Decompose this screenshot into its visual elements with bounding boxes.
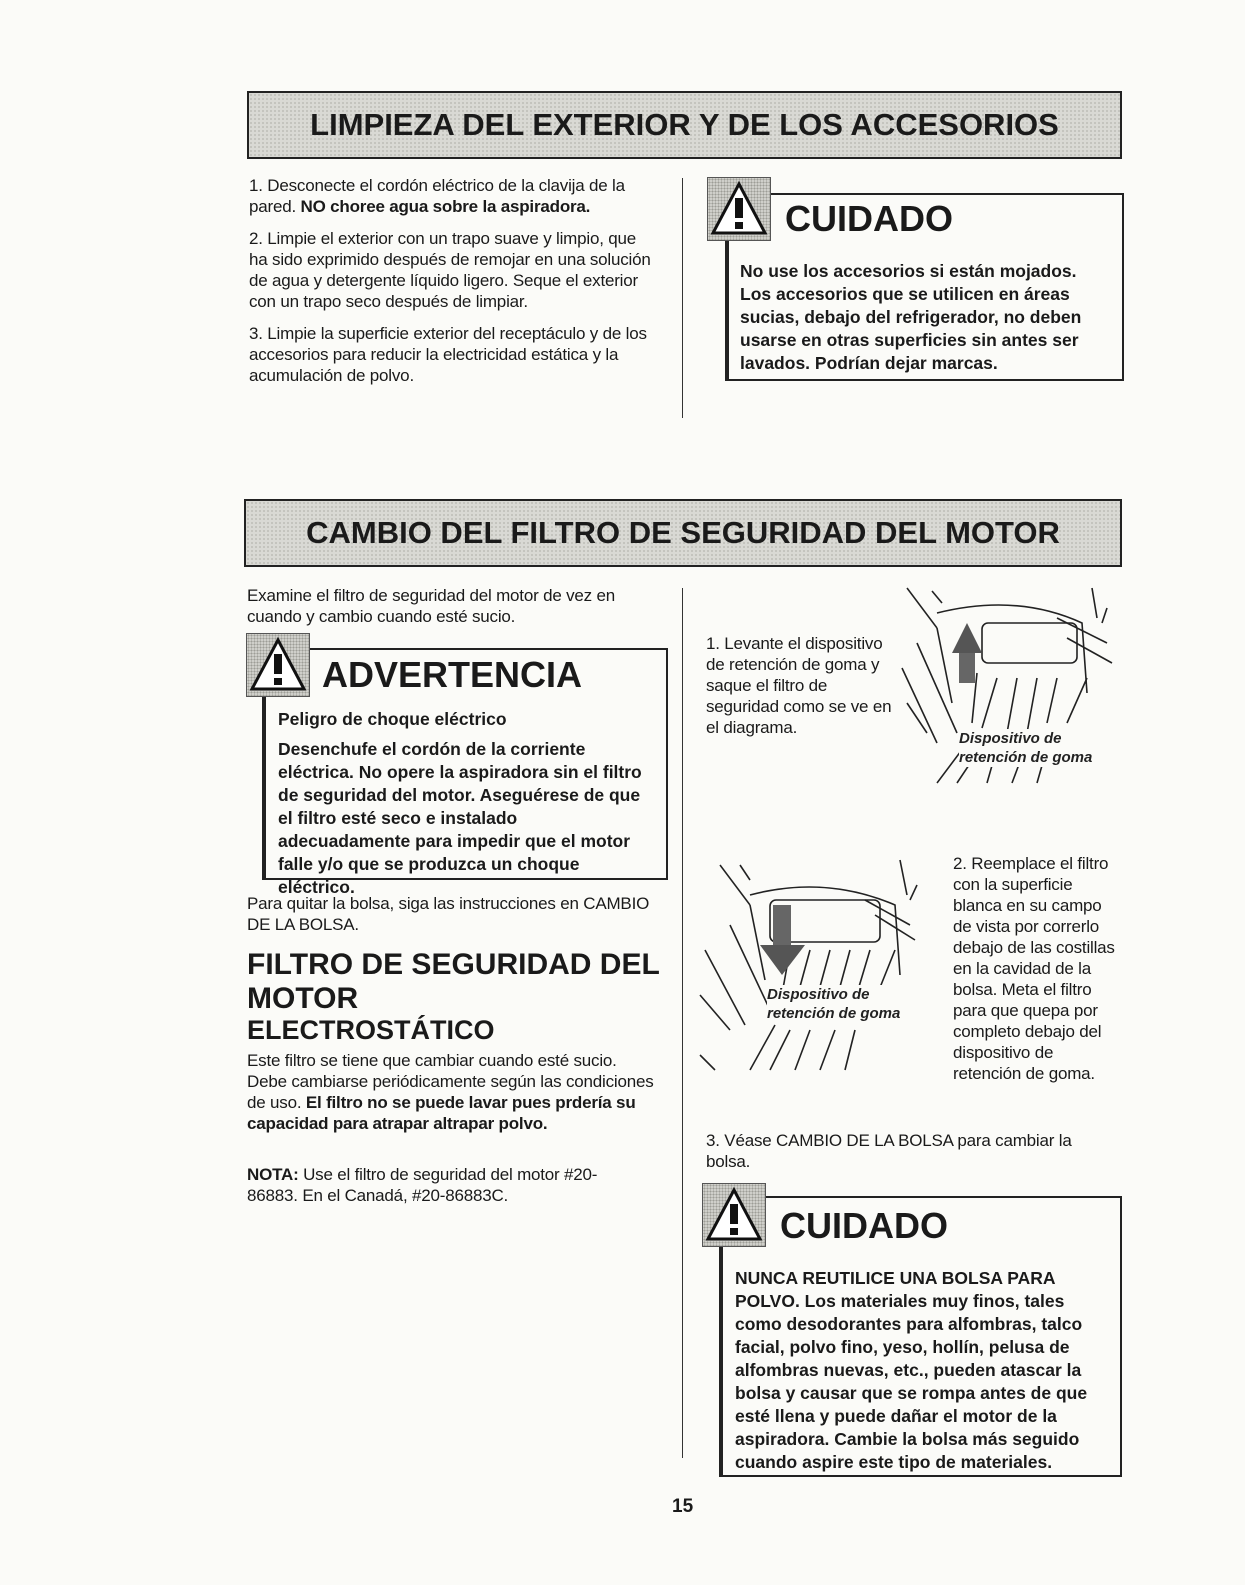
- warning-triangle-icon: [707, 177, 771, 241]
- filter-intro: Examine el filtro de seguridad del motor de vez en cuando y cambio cuando esté sucio.: [247, 586, 615, 626]
- filter-description: Este filtro se tiene que cambiar cuando esté sucio. Debe cambiarse periódicamente según las condiciones de uso. El filtro no se puede lavar pues prdería su capacidad para atrapar altrapar polvo.: [247, 1051, 654, 1133]
- column-divider: [682, 588, 683, 1458]
- caution-text: NUNCA REUTILICE UNA BOLSA PARA POLVO. Los materiales muy finos, tales como desodorantes para alfombras, talco facial, polvo fino, yeso, hollín, pelusa de alfombras nuevas, etc., pueden atascar la bolsa y causar que se rompa antes de que esté llena y puede dañar el motor de la aspiradora. Cambie la bolsa más seguido cuando aspire este tipo de materiales.: [735, 1268, 1088, 1472]
- section-title: LIMPIEZA DEL EXTERIOR Y DE LOS ACCESORIOS: [310, 107, 1059, 142]
- caution-text: No use los accesorios si están mojados. Los accesorios que se utilicen en áreas sucias, debajo del refrigerador, no deben usarse en otras superficies sin antes ser lavados. Podrían dejar marcas.: [740, 261, 1082, 373]
- section-banner-filter: [244, 499, 1122, 567]
- bag-note: Para quitar la bolsa, siga las instrucciones en CAMBIO DE LA BOLSA.: [247, 894, 650, 934]
- figure-label: Dispositivo de retención de goma: [767, 985, 927, 1023]
- replace-step-1: 1. Levante el dispositivo de retención de goma y saque el filtro de seguridad como se ve en el diagrama.: [706, 634, 892, 737]
- warning-title: ADVERTENCIA: [322, 654, 583, 695]
- column-divider: [682, 178, 683, 418]
- section-banner-cleaning: [247, 91, 1122, 159]
- warning-subtitle: Peligro de choque eléctrico: [278, 709, 507, 729]
- figure-label: Dispositivo de retención de goma: [959, 729, 1109, 767]
- filter-diagram-1: [897, 583, 1125, 791]
- heading-line: FILTRO DE SEGURIDAD DEL: [247, 948, 660, 981]
- step-3: 3. Limpie la superficie exterior del receptáculo y de los accesorios para reducir la electricidad estática y la acumulación de polvo.: [249, 324, 647, 385]
- step-1: 1. Desconecte el cordón eléctrico de la clavija de la pared. NO choree agua sobre la aspiradora.: [249, 176, 625, 216]
- filter-diagram-2-drawing: [695, 855, 923, 1075]
- replace-step-2: 2. Reemplace el filtro con la superficie blanca en su campo de vista por correrlo debajo de las costillas en la cavidad de la bolsa. Meta el filtro para que quepa por completo debajo del dispositivo de retención de goma.: [953, 854, 1115, 1083]
- caution-title: CUIDADO: [785, 198, 953, 239]
- caution-title: CUIDADO: [780, 1205, 948, 1246]
- step-2: 2. Limpie el exterior con un trapo suave y limpio, que ha sido exprimido después de remojar en una solución de agua y detergente líquido ligero. Seque el exterior con un trapo seco después de limpiar.: [249, 229, 651, 311]
- heading-line: MOTOR: [247, 982, 359, 1015]
- warning-triangle-icon: [702, 1183, 766, 1247]
- filter-heading: [247, 948, 660, 1016]
- warning-text: Desenchufe el cordón de la corriente eléctrica. No opere la aspiradora sin el filtro de seguridad del motor. Aseguérese de que el filtro esté seco e instalado adecuadamente para impedir que el motor falle y/o que se produzca un choque eléctrico.: [278, 739, 642, 897]
- warning-triangle-icon: [246, 633, 310, 697]
- section-title: CAMBIO DEL FILTRO DE SEGURIDAD DEL MOTOR: [306, 515, 1060, 550]
- page-number: 15: [672, 1496, 694, 1517]
- replace-step-3: 3. Véase CAMBIO DE LA BOLSA para cambiar la bolsa.: [706, 1131, 1072, 1171]
- nota: NOTA: Use el filtro de seguridad del motor #20-86883. En el Canadá, #20-86883C.: [247, 1165, 598, 1205]
- filter-subheading: ELECTROSTÁTICO: [247, 1015, 495, 1045]
- cleaning-steps: [249, 175, 654, 397]
- filter-diagram-2: [695, 855, 923, 1075]
